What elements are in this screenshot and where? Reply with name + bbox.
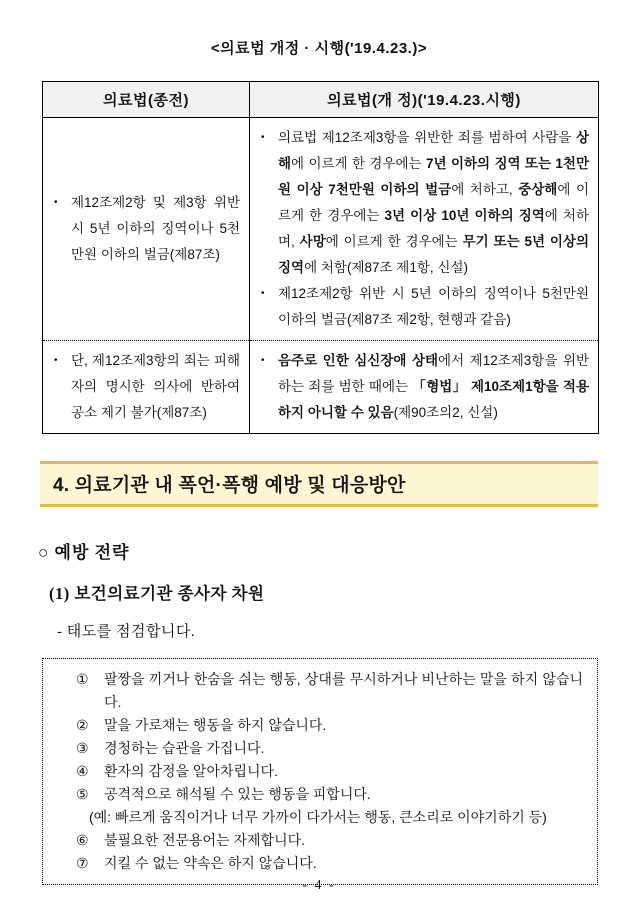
checklist-item-text: 팔짱을 끼거나 한숨을 쉬는 행동, 상대를 무시하거나 비난하는 말을 하지 않습니다.	[104, 671, 583, 710]
checklist-item	[76, 783, 583, 829]
page-number: - 4 -	[302, 878, 336, 893]
checklist-item-text: 경청하는 습관을 가집니다.	[104, 740, 265, 756]
table-header-row	[43, 82, 599, 118]
circled-number-icon: ⑤	[76, 786, 89, 802]
table-row	[43, 341, 599, 434]
checklist-item	[76, 760, 583, 783]
checklist-item	[76, 737, 583, 760]
prevention-strategy-heading: ○ 예방 전략	[38, 543, 130, 562]
checklist-item-text: 공격적으로 해석될 수 있는 행동을 피합니다.	[104, 786, 371, 802]
healthcare-worker-level-heading: (1) 보건의료기관 종사자 차원	[49, 584, 265, 603]
document-title: <의료법 개정 · 시행('19.4.23.)>	[210, 40, 428, 57]
table-bullet-item: • 의료법 제12조제3항을 위반한 죄를 범하여 사람을 상해에 이르게 한 경우에는 7년 이하의 징역 또는 1천만원 이상 7천만원 이하의 벌금에 처하고, 중상해에 이르게 한 경우에는 3년 이상 10년 이하의 징역에 처하며, 사망에 이르게 한 경우에는 무기 또는 5년 이상의 징역에 처함(제87조 제1항, 신설)	[259, 125, 589, 281]
circled-number-icon: ④	[76, 763, 89, 779]
checklist-item	[76, 668, 583, 714]
attitude-check-subheading: - 태도를 점검합니다.	[57, 624, 196, 640]
circled-number-icon: ②	[76, 717, 89, 733]
circled-number-icon: ⑥	[76, 832, 89, 848]
cell-revised-row1	[250, 118, 599, 341]
table-header-former: 의료법(종전)	[43, 82, 250, 118]
table-bullet-item: • 단, 제12조제3항의 죄는 피해자의 명시한 의사에 반하여 공소 제기 불가(제87조)	[52, 348, 240, 426]
table-header-revised: 의료법(개 정)('19.4.23.시행)	[250, 82, 599, 118]
section-4-heading-band: 4. 의료기관 내 폭언·폭행 예방 및 대응방안	[40, 461, 598, 507]
attitude-checklist-box	[42, 658, 598, 885]
circled-number-icon: ③	[76, 740, 89, 756]
cell-former-row1	[43, 118, 250, 341]
circled-number-icon: ①	[76, 671, 89, 687]
cell-former-row2	[43, 341, 250, 434]
table-bullet-item: • 제12조제2항 및 제3항 위반 시 5년 이하의 징역이나 5천만원 이하의 벌금(제87조)	[52, 190, 240, 268]
checklist-item-text: 말을 가로채는 행동을 하지 않습니다.	[104, 717, 327, 733]
bullet-icon: •	[54, 197, 58, 208]
bullet-icon: •	[261, 288, 265, 299]
checklist-item-text: 지킬 수 없는 약속은 하지 않습니다.	[104, 855, 317, 871]
bullet-icon: •	[261, 355, 265, 366]
table-bullet-item: • 제12조제2항 위반 시 5년 이하의 징역이나 5천만원 이하의 벌금(제87조 제2항, 현행과 같음)	[259, 281, 589, 333]
checklist-item	[76, 714, 583, 737]
table-row	[43, 118, 599, 341]
checklist-item-note: (예: 빠르게 움직이거나 너무 가까이 다가서는 행동, 큰소리로 이야기하기 등)	[89, 809, 547, 825]
circled-number-icon: ⑦	[76, 855, 89, 871]
bullet-icon: •	[54, 355, 58, 366]
checklist-item-text: 불필요한 전문용어는 자제합니다.	[104, 832, 306, 848]
checklist-item	[76, 829, 583, 852]
table-bullet-item: • 음주로 인한 심신장애 상태에서 제12조제3항을 위반하는 죄를 범한 때에는 「형법」 제10조제1항을 적용하지 아니할 수 있음(제90조의2, 신설)	[259, 348, 589, 426]
bullet-icon: •	[261, 132, 265, 143]
checklist-item-text: 환자의 감정을 알아차립니다.	[104, 763, 278, 779]
checklist-item	[76, 852, 583, 875]
law-comparison-table	[42, 81, 599, 434]
cell-revised-row2	[250, 341, 599, 434]
